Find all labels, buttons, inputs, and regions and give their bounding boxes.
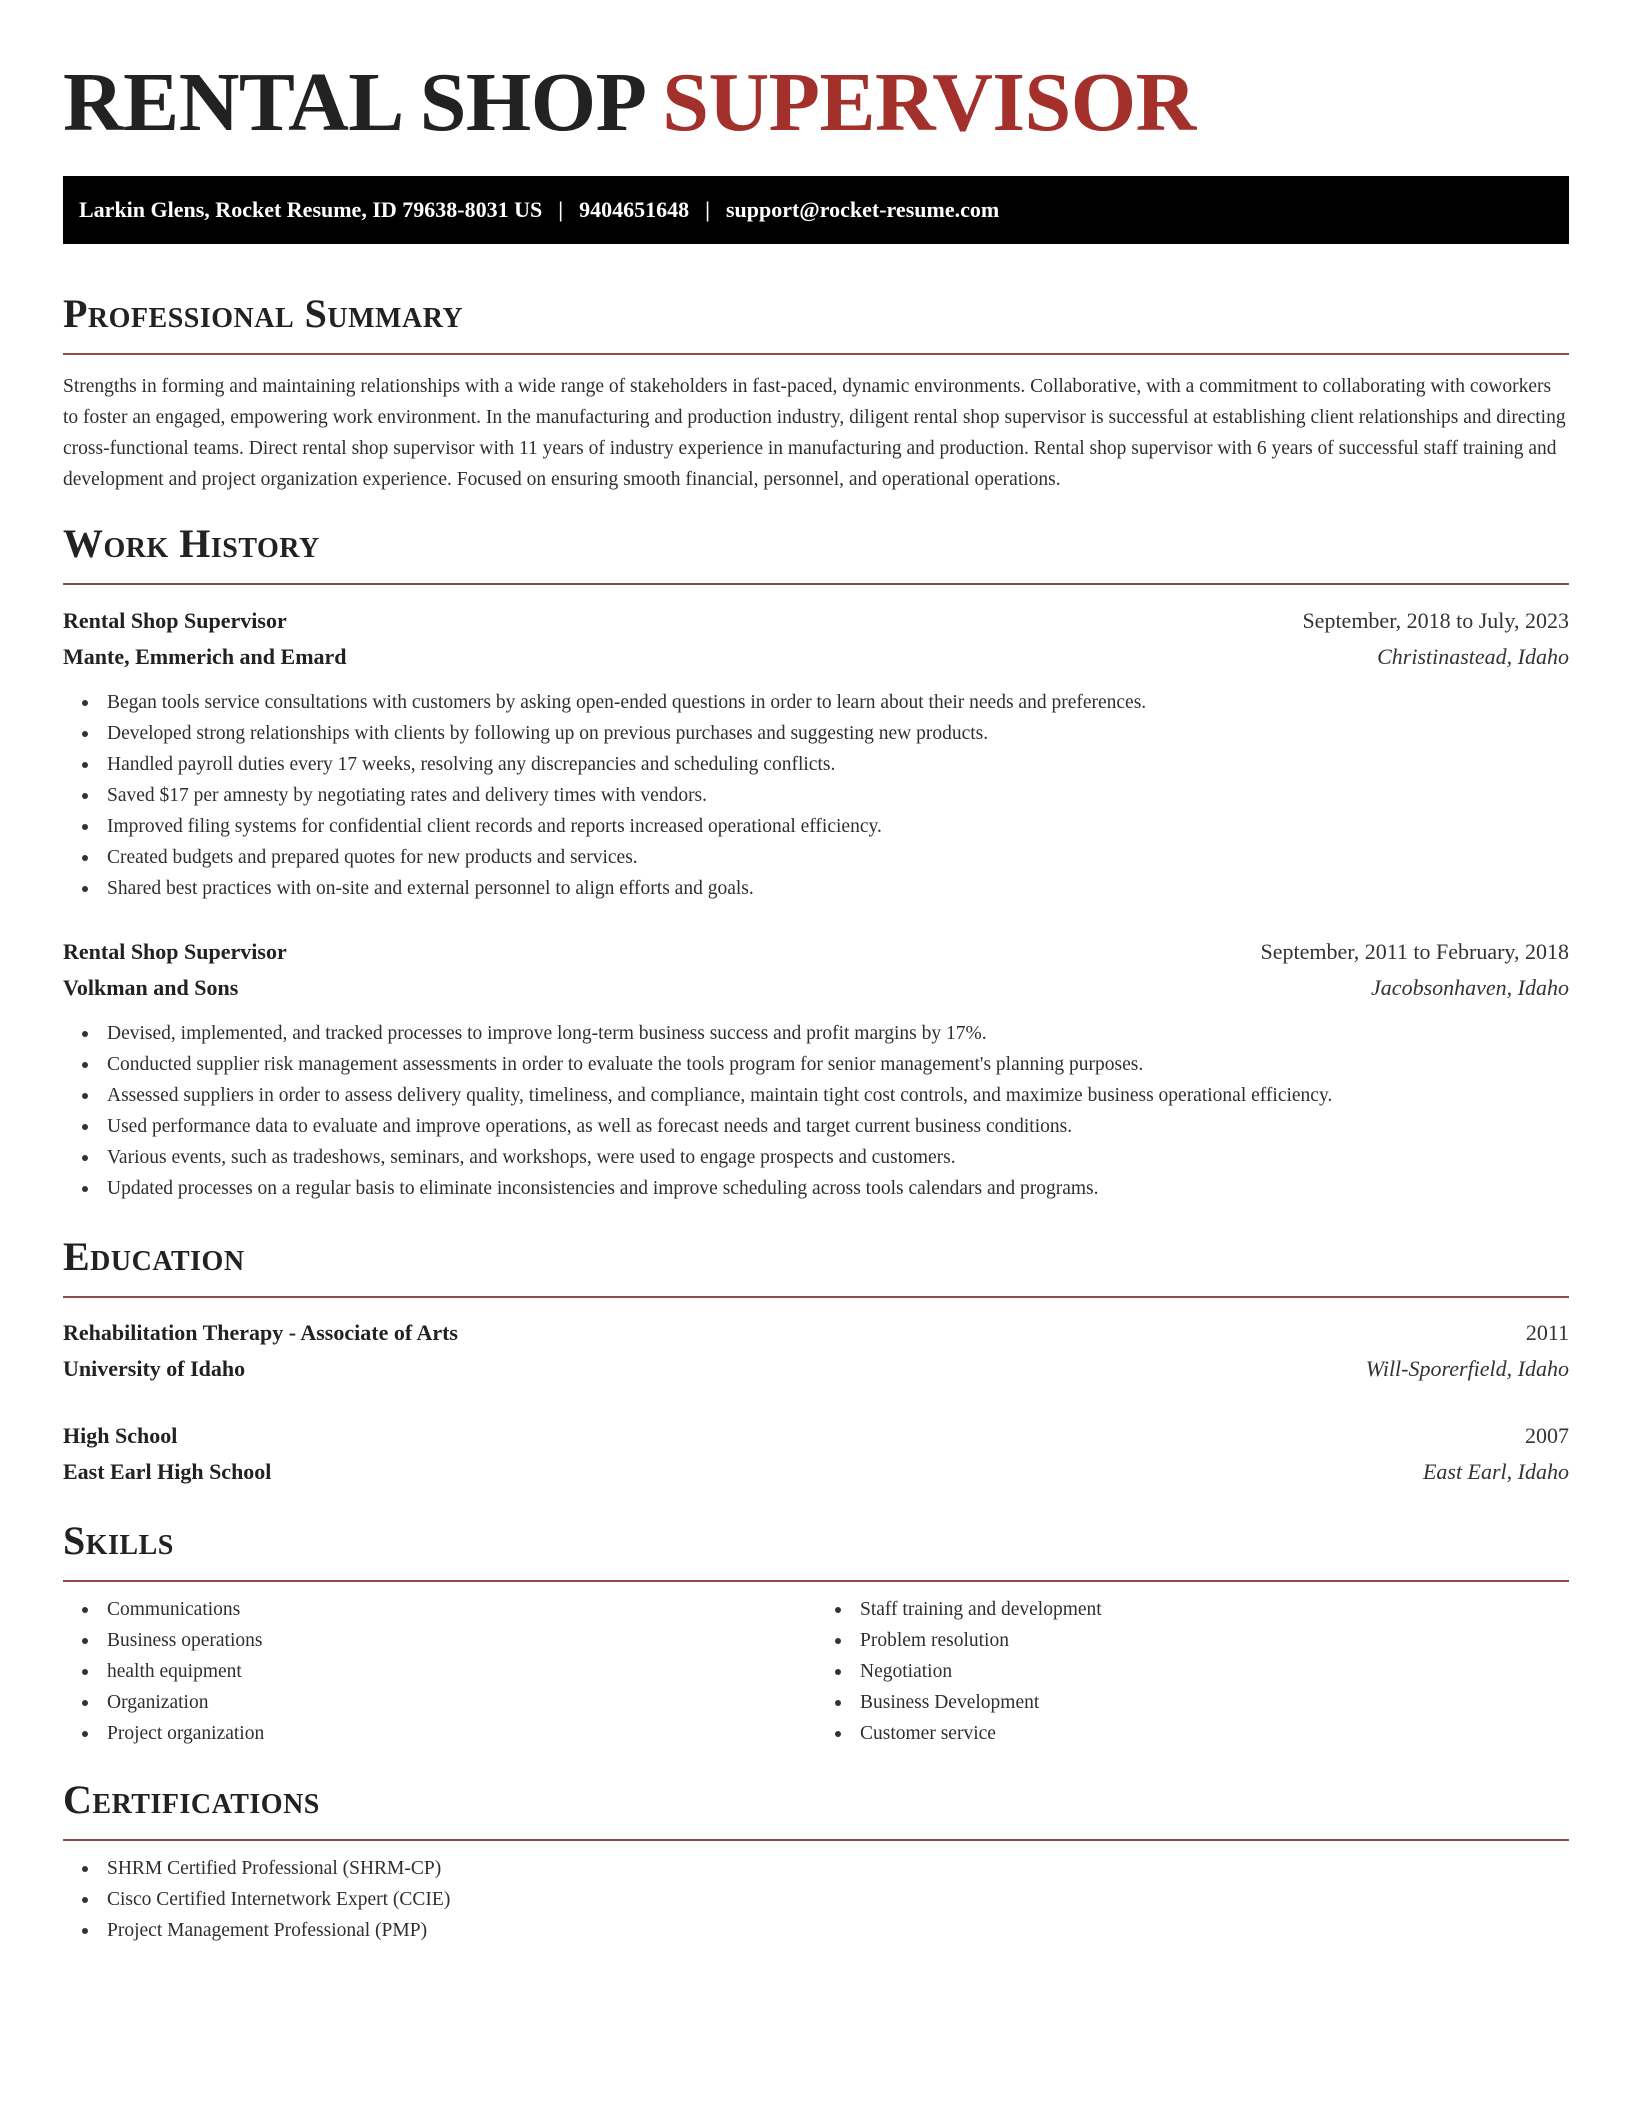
certifications-heading: Certifications [63, 1777, 320, 1822]
summary-text: Strengths in forming and maintaining relationships with a wide range of stakeholders in fast-paced, dynamic environments. Collaborative, with a commitment to collaborating with coworkers to foster an engaged, empowering work environment. In the manufacturing and production industry, diligent rental shop supervisor is successful at establishing client relationships and directing cross-functional teams. Direct rental shop supervisor with 11 years of industry experience in manufacturing and production. Rental shop supervisor with 6 years of successful staff training and development and project organization experience. Focused on ensuring smooth financial, personnel, and operational operations. [63, 376, 1566, 490]
education-degree-row [63, 1315, 1569, 1351]
work-section [63, 519, 1569, 1204]
skills-section [63, 1516, 1569, 1749]
skills-list-right [816, 1594, 1569, 1749]
list-item: health equipment [107, 1656, 816, 1687]
list-item: Developed strong relationships with clients by following up on previous purchases and suggesting new products. [107, 718, 1569, 749]
list-item: Cisco Certified Internetwork Expert (CCIE) [107, 1884, 1569, 1915]
list-item: Improved filing systems for confidential client records and reports increased operational efficiency. [107, 811, 1569, 842]
section-divider [63, 583, 1569, 585]
education-school-row [63, 1351, 1569, 1387]
work-heading: Work History [63, 521, 320, 566]
section-divider [63, 1296, 1569, 1298]
job-bullets [63, 1018, 1569, 1204]
job-company: Volkman and Sons [63, 975, 239, 1000]
contact-phone[interactable]: 9404651648 [579, 197, 690, 222]
skills-columns [63, 1582, 1569, 1749]
education-school-row [63, 1454, 1569, 1490]
education-location: Will-Sporerfield, Idaho [1365, 1356, 1569, 1381]
job-title-row [63, 603, 1569, 639]
skills-heading: Skills [63, 1518, 174, 1563]
resume-title [63, 0, 1569, 176]
education-section [63, 1232, 1569, 1490]
list-item: Began tools service consultations with customers by asking open-ended questions in order to learn about their needs and preferences. [107, 687, 1569, 718]
list-item: Organization [107, 1687, 816, 1718]
skills-list-left [63, 1594, 816, 1749]
list-item: Shared best practices with on-site and external personnel to align efforts and goals. [107, 873, 1569, 904]
list-item: Used performance data to evaluate and improve operations, as well as forecast needs and target current business conditions. [107, 1111, 1569, 1142]
education-year: 2011 [1525, 1320, 1569, 1345]
contact-separator: | [558, 197, 564, 222]
education-heading: Education [63, 1234, 245, 1279]
job-dates: September, 2018 to July, 2023 [1302, 608, 1569, 633]
list-item: Devised, implemented, and tracked processes to improve long-term business success and profit margins by 17%. [107, 1018, 1569, 1049]
list-item: Assessed suppliers in order to assess delivery quality, timeliness, and compliance, maintain tight cost controls, and maximize business operational efficiency. [107, 1080, 1569, 1111]
job-location: Christinastead, Idaho [1377, 644, 1569, 669]
contact-email[interactable]: support@rocket-resume.com [725, 197, 1000, 222]
job-company-row [63, 970, 1569, 1006]
title-main: RENTAL SHOP [63, 56, 642, 149]
certifications-list [63, 1853, 1569, 1946]
list-item: Project organization [107, 1718, 816, 1749]
list-item: Created budgets and prepared quotes for new products and services. [107, 842, 1569, 873]
job-dates: September, 2011 to February, 2018 [1260, 939, 1569, 964]
education-year: 2007 [1525, 1423, 1569, 1448]
job-entry [63, 603, 1569, 904]
contact-bar [63, 176, 1569, 244]
list-item: Handled payroll duties every 17 weeks, resolving any discrepancies and scheduling conflicts. [107, 749, 1569, 780]
title-accent: SUPERVISOR [662, 56, 1196, 149]
summary-section [63, 289, 1569, 495]
job-entry [63, 934, 1569, 1204]
list-item: Project Management Professional (PMP) [107, 1915, 1569, 1946]
list-item: Saved $17 per amnesty by negotiating rates and delivery times with vendors. [107, 780, 1569, 811]
education-entry [63, 1315, 1569, 1387]
education-school: University of Idaho [63, 1356, 246, 1381]
job-company: Mante, Emmerich and Emard [63, 644, 347, 669]
list-item: Staff training and development [860, 1594, 1569, 1625]
job-title: Rental Shop Supervisor [63, 608, 287, 633]
list-item: Communications [107, 1594, 816, 1625]
list-item: Updated processes on a regular basis to eliminate inconsistencies and improve scheduling across tools calendars and programs. [107, 1173, 1569, 1204]
education-entry [63, 1418, 1569, 1490]
list-item: SHRM Certified Professional (SHRM-CP) [107, 1853, 1569, 1884]
section-divider [63, 353, 1569, 355]
job-title-row [63, 934, 1569, 970]
job-bullets [63, 687, 1569, 904]
list-item: Various events, such as tradeshows, seminars, and workshops, were used to engage prospects and customers. [107, 1142, 1569, 1173]
list-item: Business operations [107, 1625, 816, 1656]
list-item: Conducted supplier risk management assessments in order to evaluate the tools program for senior management's planning purposes. [107, 1049, 1569, 1080]
contact-address: Larkin Glens, Rocket Resume, ID 79638-8031 US [79, 197, 543, 222]
list-item: Negotiation [860, 1656, 1569, 1687]
section-divider [63, 1839, 1569, 1841]
summary-heading: Professional Summary [63, 291, 464, 336]
job-location: Jacobsonhaven, Idaho [1371, 975, 1569, 1000]
list-item: Business Development [860, 1687, 1569, 1718]
contact-separator: | [705, 197, 710, 222]
education-degree: High School [63, 1423, 178, 1448]
list-item: Customer service [860, 1718, 1569, 1749]
job-company-row [63, 639, 1569, 675]
job-title: Rental Shop Supervisor [63, 939, 287, 964]
list-item: Problem resolution [860, 1625, 1569, 1656]
certifications-section [63, 1775, 1569, 1946]
education-degree: Rehabilitation Therapy - Associate of Arts [63, 1320, 458, 1345]
education-location: East Earl, Idaho [1422, 1459, 1569, 1484]
education-school: East Earl High School [63, 1459, 272, 1484]
education-degree-row [63, 1418, 1569, 1454]
